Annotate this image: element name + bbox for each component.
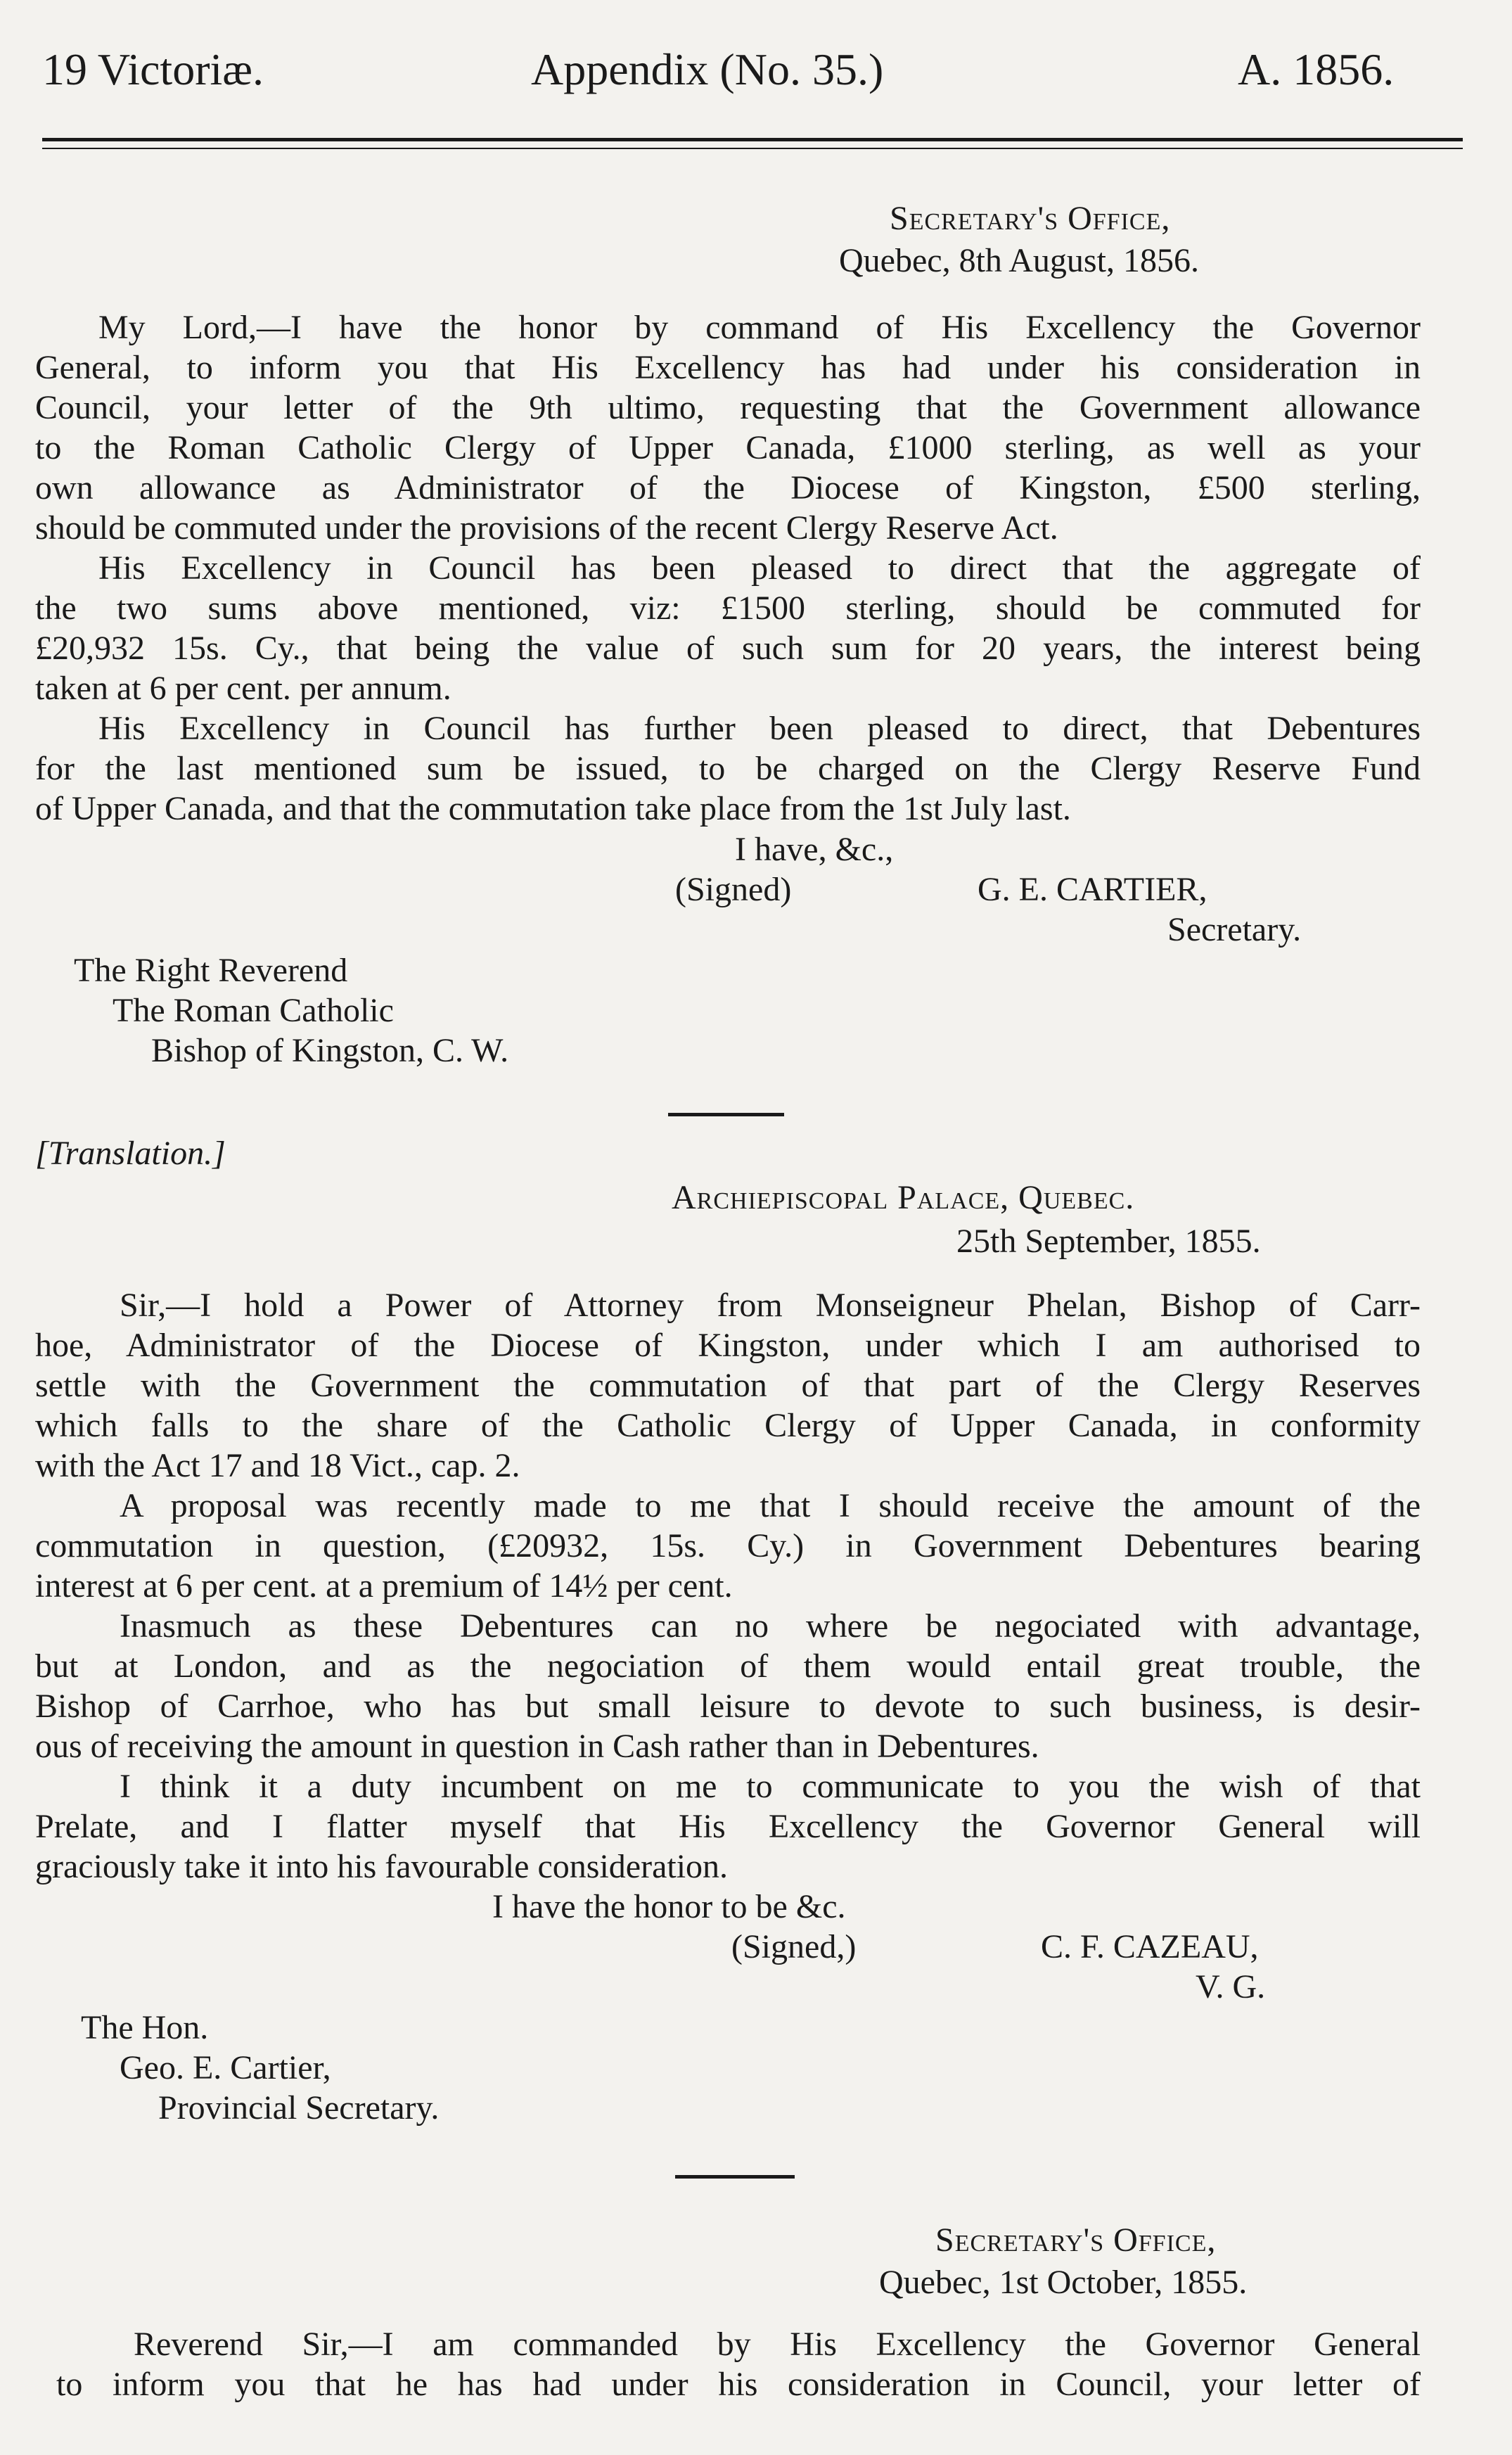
page-header xyxy=(28,44,1484,107)
letter1-line: to the Roman Catholic Clergy of Upper Canada, £1000 sterling, as well as your xyxy=(35,429,1421,466)
letter2-line: ous of receiving the amount in question in Cash rather than in Debentures. xyxy=(35,1728,1039,1765)
letter2-date: 25th September, 1855. xyxy=(956,1223,1261,1260)
letter2-line: graciously take it into his favourable consideration. xyxy=(35,1848,729,1885)
letter2-line: Sir,—I hold a Power of Attorney from Monseigneur Phelan, Bishop of Carr- xyxy=(120,1287,1421,1324)
letter1-line: My Lord,—I have the honor by command of His Excellency the Governor xyxy=(98,309,1421,346)
letter2-line: but at London, and as the negociation of them would entail great trouble, the xyxy=(35,1647,1421,1685)
translation-note: [Translation.] xyxy=(35,1135,226,1172)
letter2-signer-title: V. G. xyxy=(1196,1968,1266,2006)
letter1-address: Bishop of Kingston, C. W. xyxy=(151,1032,509,1069)
header-rule xyxy=(42,138,1463,141)
letter2-line: Inasmuch as these Debentures can no where be negociated with advantage, xyxy=(120,1607,1421,1645)
letter1-line: General, to inform you that His Excellency has had under his consideration in xyxy=(35,349,1421,386)
letter2-line: commutation in question, (£20932, 15s. Cy.) in Government Debentures bearing xyxy=(35,1527,1421,1564)
letter2-signer: C. F. CAZEAU, xyxy=(1041,1928,1259,1965)
letter2-line: which falls to the share of the Catholic Clergy of Upper Canada, in conformity xyxy=(35,1407,1421,1444)
letter1-place-date: Quebec, 8th August, 1856. xyxy=(839,242,1199,279)
letter2-line: Bishop of Carrhoe, who has but small leisure to devote to such business, is desir- xyxy=(35,1688,1421,1725)
letter2-signed: (Signed,) xyxy=(731,1928,857,1965)
letter3-line: to inform you that he has had under his consideration in Council, your letter of xyxy=(56,2366,1421,2403)
header-appendix: Appendix (No. 35.) xyxy=(531,44,884,94)
letter1-signer-title: Secretary. xyxy=(1167,911,1302,948)
letter1-line: for the last mentioned sum be issued, to be charged on the Clergy Reserve Fund xyxy=(35,750,1421,787)
letter1-signed: (Signed) xyxy=(675,871,792,908)
letter1-office: Secretary's Office, xyxy=(890,200,1171,237)
letter1-line: the two sums above mentioned, viz: £1500 sterling, should be commuted for xyxy=(35,589,1421,627)
letter2-line: settle with the Government the commutation of that part of the Clergy Reserves xyxy=(35,1367,1421,1404)
letter1-signer: G. E. CARTIER, xyxy=(978,871,1207,908)
section-separator xyxy=(668,1113,784,1116)
letter2-closing: I have the honor to be &c. xyxy=(492,1888,846,1925)
letter1-line: taken at 6 per cent. per annum. xyxy=(35,670,451,707)
header-session: 19 Victoriæ. xyxy=(42,44,264,94)
letter2-address: The Hon. xyxy=(81,2009,209,2046)
letter1-address: The Right Reverend xyxy=(74,952,348,989)
letter1-line: His Excellency in Council has further been pleased to direct, that Debentures xyxy=(98,710,1421,747)
letter3-office: Secretary's Office, xyxy=(935,2221,1217,2259)
letter2-address: Provincial Secretary. xyxy=(158,2089,440,2126)
letter2-line: A proposal was recently made to me that I should receive the amount of the xyxy=(120,1487,1421,1524)
letter2-office: Archiepiscopal Palace, Quebec. xyxy=(672,1179,1135,1216)
header-year: A. 1856. xyxy=(1238,44,1395,94)
section-separator xyxy=(675,2175,795,2179)
header-rule-thin xyxy=(42,148,1463,149)
letter3-place-date: Quebec, 1st October, 1855. xyxy=(879,2264,1248,2301)
letter2-line: interest at 6 per cent. at a premium of 14½ per cent. xyxy=(35,1567,733,1605)
letter1-line: should be commuted under the provisions of the recent Clergy Reserve Act. xyxy=(35,509,1058,547)
letter2-line: Prelate, and I flatter myself that His Excellency the Governor General will xyxy=(35,1808,1421,1845)
letter2-line: with the Act 17 and 18 Vict., cap. 2. xyxy=(35,1447,520,1484)
letter1-line: own allowance as Administrator of the Diocese of Kingston, £500 sterling, xyxy=(35,469,1421,506)
letter1-line: of Upper Canada, and that the commutation take place from the 1st July last. xyxy=(35,790,1071,827)
letter3-line: Reverend Sir,—I am commanded by His Excellency the Governor General xyxy=(134,2326,1421,2363)
letter1-line: His Excellency in Council has been pleased to direct that the aggregate of xyxy=(98,549,1421,587)
letter1-closing: I have, &c., xyxy=(735,831,894,868)
letter1-address: The Roman Catholic xyxy=(113,992,394,1029)
letter1-line: £20,932 15s. Cy., that being the value of such sum for 20 years, the interest being xyxy=(35,630,1421,667)
letter2-line: hoe, Administrator of the Diocese of Kingston, under which I am authorised to xyxy=(35,1327,1421,1364)
letter2-address: Geo. E. Cartier, xyxy=(120,2049,331,2086)
letter2-line: I think it a duty incumbent on me to communicate to you the wish of that xyxy=(120,1768,1421,1805)
letter1-line: Council, your letter of the 9th ultimo, requesting that the Government allowance xyxy=(35,389,1421,426)
